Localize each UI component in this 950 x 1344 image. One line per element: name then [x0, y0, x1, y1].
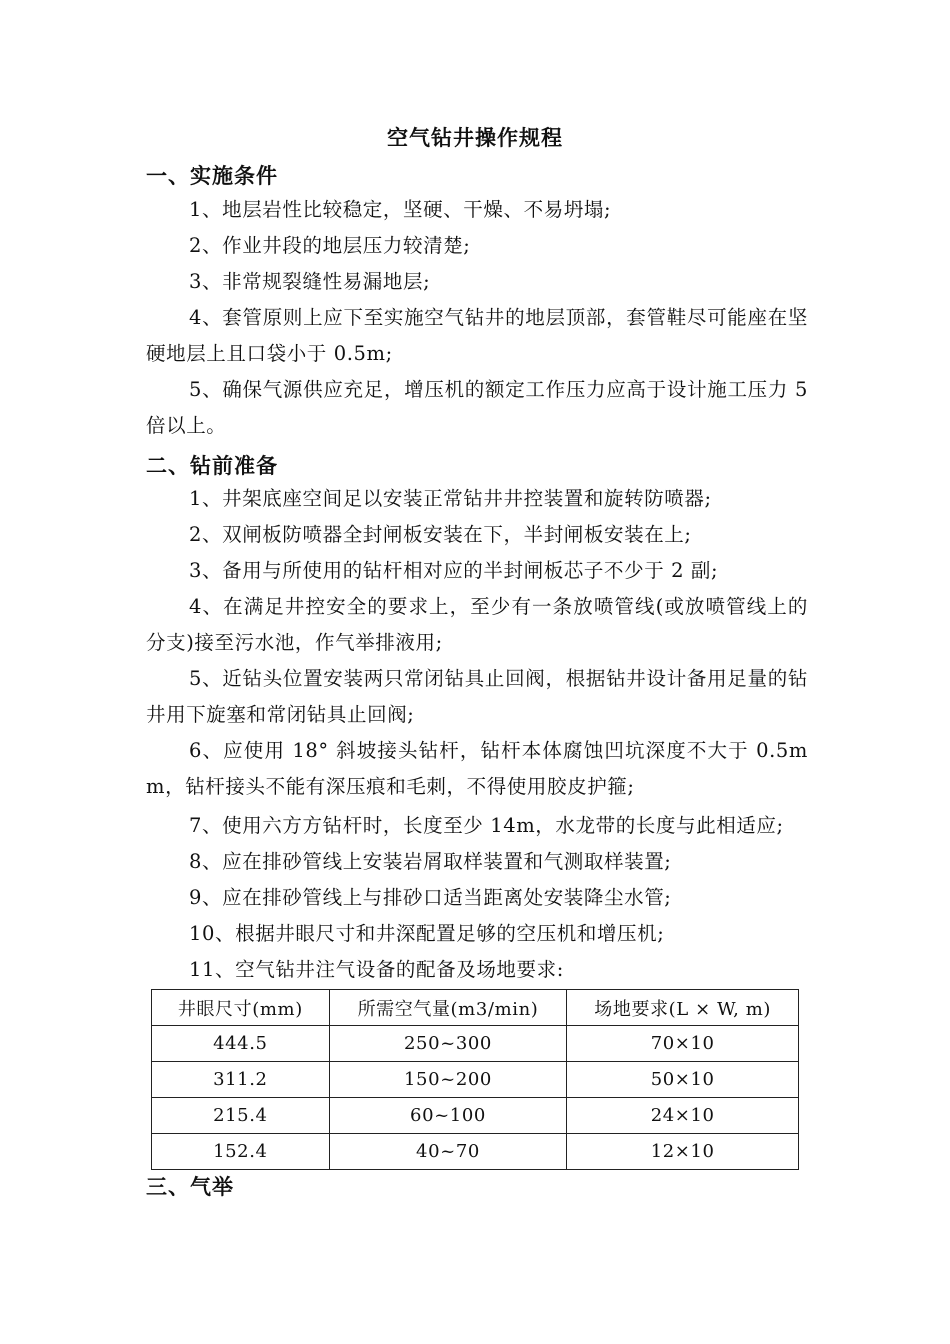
table-header-cell: 井眼尺寸(mm) — [152, 990, 330, 1026]
equipment-spec-table — [151, 989, 799, 1170]
section-2-item-9: 9、应在排砂管线上与排砂口适当距离处安装降尘水管; — [189, 886, 672, 909]
table-row — [152, 1026, 799, 1062]
section-1-item-3: 3、非常规裂缝性易漏地层; — [189, 270, 431, 293]
section-2-item-8: 8、应在排砂管线上安装岩屑取样装置和气测取样装置; — [189, 850, 672, 873]
table-cell: 311.2 — [152, 1062, 330, 1098]
table-cell: 444.5 — [152, 1026, 330, 1062]
section-2-item-11: 11、空气钻井注气设备的配备及场地要求: — [189, 958, 564, 981]
section-1-item-4: 4、套管原则上应下至实施空气钻井的地层顶部，套管鞋尽可能座在坚硬地层上且口袋小于 0.5m; — [146, 306, 808, 365]
section-2-item-6: 6、应使用 18° 斜坡接头钻杆，钻杆本体腐蚀凹坑深度不大于 0.5mm，钻杆接头不能有深压痕和毛刺，不得使用胶皮护箍; — [146, 739, 808, 798]
section-heading-3: 三、气举 — [146, 1174, 234, 1199]
table-cell: 50×10 — [567, 1062, 799, 1098]
table-cell: 40~70 — [329, 1134, 567, 1170]
section-1-item-2: 2、作业井段的地层压力较清楚; — [189, 234, 471, 257]
section-2-item-3: 3、备用与所使用的钻杆相对应的半封闸板芯子不少于 2 副; — [189, 559, 719, 582]
table-header-cell: 所需空气量(m3/min) — [329, 990, 567, 1026]
table-cell: 70×10 — [567, 1026, 799, 1062]
table-cell: 24×10 — [567, 1098, 799, 1134]
document-title: 空气钻井操作规程 — [387, 125, 563, 150]
table-row — [152, 1062, 799, 1098]
section-heading-2: 二、钻前准备 — [146, 453, 278, 478]
table-cell: 150~200 — [329, 1062, 567, 1098]
section-heading-1: 一、实施条件 — [146, 163, 278, 188]
table-row — [152, 1134, 799, 1170]
section-1-item-5: 5、确保气源供应充足，增压机的额定工作压力应高于设计施工压力 5 倍以上。 — [146, 378, 808, 437]
section-1-item-1: 1、地层岩性比较稳定，坚硬、干燥、不易坍塌; — [189, 198, 612, 221]
table-cell: 152.4 — [152, 1134, 330, 1170]
section-2-item-4: 4、在满足井控安全的要求上，至少有一条放喷管线(或放喷管线上的分支)接至污水池，作气举排液用; — [146, 595, 808, 654]
section-2-item-10: 10、根据井眼尺寸和井深配置足够的空压机和增压机; — [189, 922, 665, 945]
table-cell: 250~300 — [329, 1026, 567, 1062]
section-2-item-2: 2、双闸板防喷器全封闸板安装在下，半封闸板安装在上; — [189, 523, 692, 546]
table-cell: 215.4 — [152, 1098, 330, 1134]
table-cell: 60~100 — [329, 1098, 567, 1134]
table-row — [152, 1098, 799, 1134]
section-2-item-5: 5、近钻头位置安装两只常闭钻具止回阀，根据钻井设计备用足量的钻井用下旋塞和常闭钻具止回阀; — [146, 667, 808, 726]
table-header-cell: 场地要求(L × W, m) — [567, 990, 799, 1026]
section-2-item-1: 1、井架底座空间足以安装正常钻井井控装置和旋转防喷器; — [189, 487, 712, 510]
section-2-item-7: 7、使用六方方钻杆时，长度至少 14m，水龙带的长度与此相适应; — [189, 814, 784, 837]
table-cell: 12×10 — [567, 1134, 799, 1170]
table-header-row — [152, 990, 799, 1026]
